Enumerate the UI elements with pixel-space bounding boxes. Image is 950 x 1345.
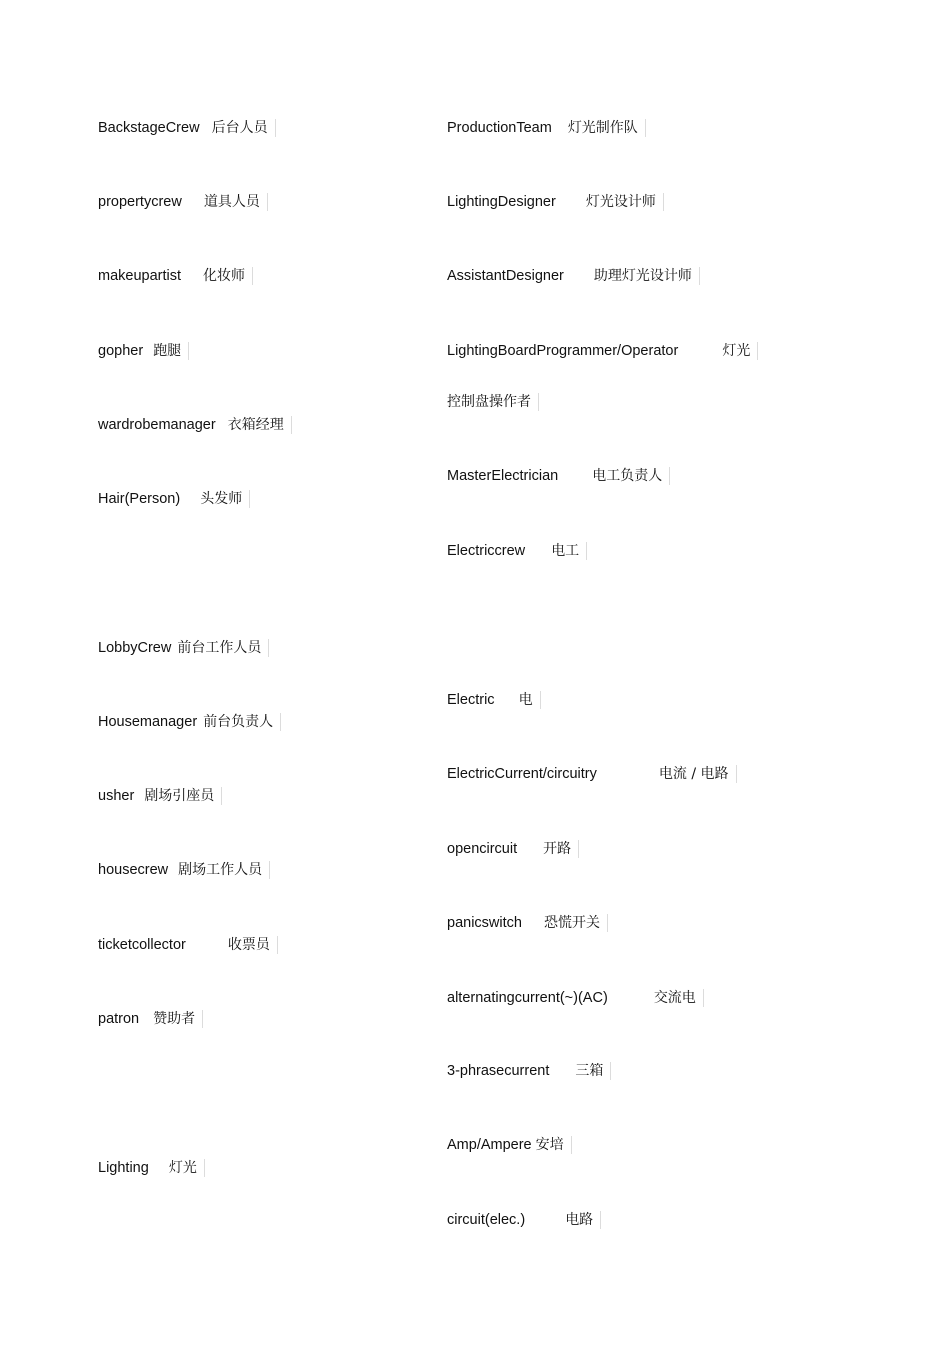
term-chinese: 电工: [551, 543, 580, 559]
term-english: BackstageCrew: [98, 120, 200, 136]
term-english: AssistantDesigner: [447, 268, 564, 284]
glossary-entry: [98, 1010, 203, 1028]
term-english: Electriccrew: [447, 543, 526, 559]
term-english: LightingDesigner: [447, 194, 556, 210]
term-chinese: 恐慌开关: [543, 915, 600, 931]
glossary-entry: [447, 1136, 572, 1154]
glossary-entry: [447, 1211, 601, 1229]
term-english: ticketcollector: [98, 937, 186, 953]
glossary-entry: [98, 936, 278, 954]
term-chinese: 灯光: [722, 343, 751, 359]
glossary-entry: [447, 691, 541, 709]
term-chinese: 化妆师: [203, 268, 246, 284]
term-chinese: 开路: [543, 841, 572, 857]
term-english: opencircuit: [447, 841, 518, 857]
term-english: Hair(Person): [98, 491, 181, 507]
term-english: LightingBoardProgrammer/Operator: [447, 343, 679, 359]
glossary-entry: [98, 1159, 205, 1177]
glossary-entry: [447, 193, 664, 211]
term-chinese: 衣箱经理: [227, 417, 284, 433]
term-chinese: 电流 / 电路: [658, 766, 729, 782]
term-chinese: 交流电: [653, 990, 696, 1006]
term-english: usher: [98, 788, 135, 804]
glossary-entry: [98, 119, 276, 137]
glossary-entry: [98, 342, 189, 360]
term-chinese: 电路: [565, 1212, 594, 1228]
term-english: ElectricCurrent/circuitry: [447, 766, 597, 782]
glossary-entry: [98, 416, 292, 434]
term-chinese: 电: [518, 692, 533, 708]
term-chinese: 灯光: [168, 1160, 197, 1176]
term-english: 3-phrasecurrent: [447, 1063, 550, 1079]
term-chinese: 头发师: [200, 491, 243, 507]
glossary-entry: [98, 193, 268, 211]
term-english: MasterElectrician: [447, 468, 559, 484]
term-chinese: 安培: [535, 1137, 564, 1153]
glossary-entry: [447, 467, 670, 485]
term-english: propertycrew: [98, 194, 182, 210]
term-english: patron: [98, 1011, 140, 1027]
term-chinese: 三箱: [575, 1063, 604, 1079]
term-english: Electric: [447, 692, 495, 708]
glossary-entry: [447, 914, 608, 932]
term-english: LobbyCrew: [98, 640, 172, 656]
term-chinese: 前台工作人员: [177, 640, 262, 656]
glossary-entry: [98, 713, 281, 731]
glossary-entry: [447, 989, 704, 1007]
term-english: panicswitch: [447, 915, 522, 931]
glossary-entry: [447, 119, 646, 137]
term-english: alternatingcurrent(~)(AC): [447, 990, 608, 1006]
term-chinese: 道具人员: [203, 194, 260, 210]
term-chinese: 助理灯光设计师: [593, 268, 692, 284]
term-chinese: 跑腿: [153, 343, 182, 359]
term-english: wardrobemanager: [98, 417, 216, 433]
glossary-entry: [98, 490, 250, 508]
glossary-entry: [98, 861, 270, 879]
term-english: Lighting: [98, 1160, 149, 1176]
term-chinese: 收票员: [227, 937, 270, 953]
term-english: Housemanager: [98, 714, 198, 730]
term-english: circuit(elec.): [447, 1212, 526, 1228]
term-chinese: 后台人员: [211, 120, 268, 136]
term-chinese: 控制盘操作者: [447, 394, 531, 410]
term-chinese: 灯光设计师: [585, 194, 656, 210]
term-chinese: 电工负责人: [592, 468, 663, 484]
glossary-entry: [447, 393, 539, 411]
glossary-entry: [447, 840, 579, 858]
term-english: housecrew: [98, 862, 169, 878]
glossary-entry: [447, 542, 587, 560]
term-chinese: 剧场引座员: [144, 788, 215, 804]
glossary-entry: [447, 342, 758, 360]
term-english: makeupartist: [98, 268, 182, 284]
glossary-entry: [98, 267, 253, 285]
glossary-entry: [98, 639, 269, 657]
glossary-entry: [98, 787, 222, 805]
term-chinese: 剧场工作人员: [178, 862, 263, 878]
term-chinese: 前台负责人: [203, 714, 274, 730]
term-chinese: 赞助者: [153, 1011, 196, 1027]
term-english: Amp/Ampere: [447, 1137, 532, 1153]
term-chinese: 灯光制作队: [567, 120, 638, 136]
glossary-entry: [447, 1062, 611, 1080]
term-english: gopher: [98, 343, 144, 359]
term-english: ProductionTeam: [447, 120, 552, 136]
glossary-entry: [447, 267, 700, 285]
glossary-entry: [447, 765, 737, 783]
